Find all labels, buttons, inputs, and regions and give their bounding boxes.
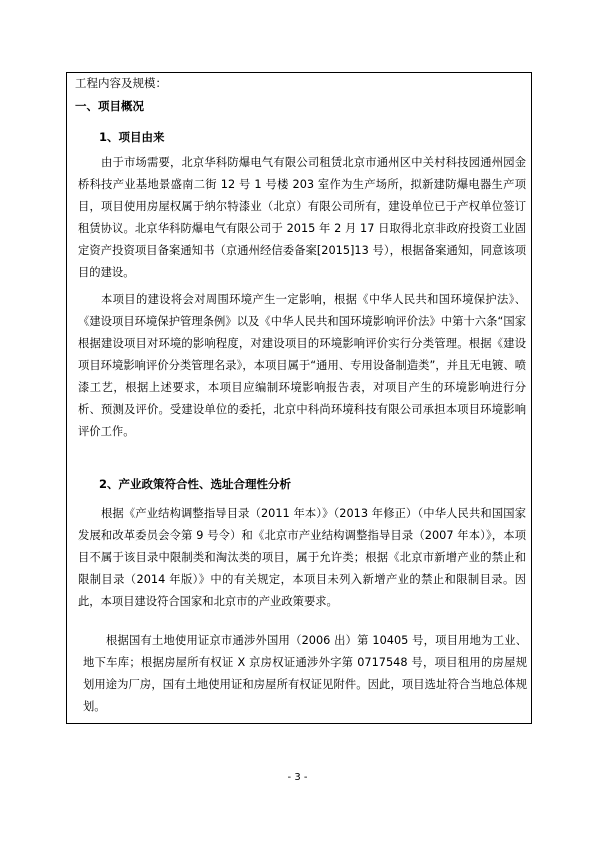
paragraph-industrial-policy: 根据《产业结构调整指导目录（2011 年本）》（2013 年修正）（中华人民共和国国家发展和改革委员会令第 9 号令）和《北京市产业结构调整指导目录（2007 年本）》，本项目不属于该目录中限制类和淘汰类的项目，属于允许类；根据《北京市新增产业的禁止和限制目录（2014 年版）》中的有关规定，本项目未列入新增产业的禁止和限制目录。因此，本项目建设符合国家和北京市的产业政策要求。: [78, 507, 526, 608]
subheading-policy-analysis: 2、产业政策符合性、选址合理性分析: [99, 477, 291, 491]
paragraph-project-origin: 由于市场需要，北京华科防爆电气有限公司租赁北京市通州区中关村科技园通州园金桥科技产业基地景盛南二街 12 号 1 号楼 203 室作为生产场所，拟新建防爆电器生产项目，项目使用房屋权属于纳尔特漆业（北京）有限公司所有，建设单位已于产权单位签订租赁协议。北京华科防爆电气有限公司于 2015 年 2 月 17 日取得北京非政府投资工业固定资产投资项目备案通知书（京通州经信委备案[2015]13 号），根据备案通知，同意该项目的建设。: [78, 156, 526, 279]
subheading-project-overview: 一、项目概况: [75, 99, 144, 113]
section-heading: 工程内容及规模：: [75, 76, 167, 90]
subheading-project-origin: 1、项目由来: [99, 130, 165, 144]
page-number: - 3 -: [287, 772, 308, 783]
paragraph-environmental-impact: 本项目的建设将会对周围环境产生一定影响，根据《中华人民共和国环境保护法》、《建设项目环境保护管理条例》以及《中华人民共和国环境影响评价法》中第十六条“国家根据建设项目对环境的影响程度，对建设项目的环境影响评价实行分类管理。根据《建设项目环境影响评价分类管理名录》，本项目属于“通用、专用设备制造类”，并且无电镀、喷漆工艺，根据上述要求，本项目应编制环境影响报告表，对项目产生的环境影响进行分析、预测及评价。受建设单位的委托，北京中科尚环境科技有限公司承担本项目环境影响评价工作。: [78, 293, 526, 438]
content-frame: [66, 72, 532, 724]
paragraph-site-selection: 根据国有土地使用证京市通涉外国用（2006 出）第 10405 号，项目用地为工业、地下车库；根据房屋所有权证 X 京房权证通涉外字第 0717548 号，项目租用的房屋规划用途为厂房，国有土地使用证和房屋所有权证见附件。因此，项目选址符合当地总体规划。: [83, 634, 527, 713]
